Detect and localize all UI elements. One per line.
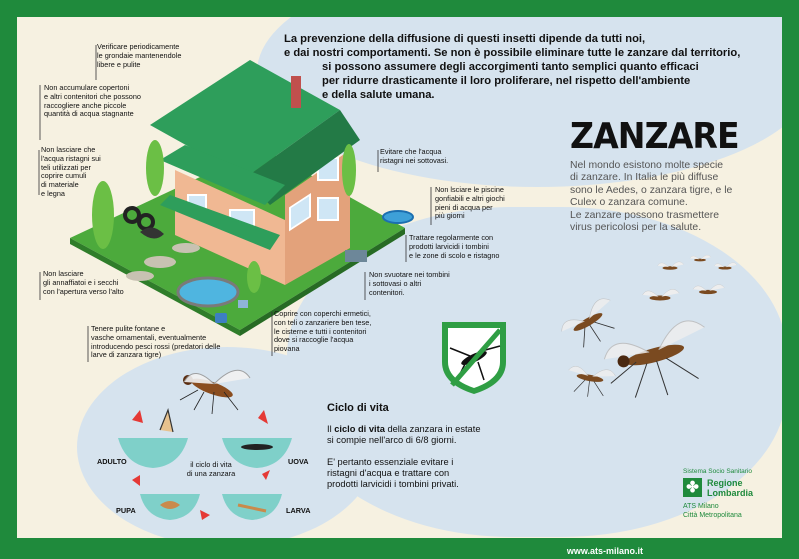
- note-fountains: [91, 325, 220, 360]
- note-line: contenitori.: [369, 287, 405, 297]
- description-paragraph: [570, 160, 745, 234]
- intro-line: e dai nostri comportamenti. Se non è possibile eliminare tutte le zanzare dal territorio,: [284, 47, 741, 59]
- note-line: piovana: [274, 344, 300, 354]
- logo-ats-line: Città Metropolitana: [683, 511, 742, 519]
- note-line: introducendo pesci rossi (predatori delle: [91, 341, 221, 351]
- note-drains: [369, 271, 450, 297]
- logo-region: [707, 479, 753, 498]
- center-label-line: il ciclo di vita: [190, 460, 232, 469]
- page-title: ZANZARE: [570, 116, 739, 157]
- note-line: Verificare periodicamente: [97, 42, 180, 51]
- note-line: le cisterne e tutti i contenitori: [274, 326, 367, 336]
- intro-line: per ridurre drasticamente il loro proliferare, nel rispetto dell'ambiente: [322, 75, 691, 87]
- lombardy-rose-icon: ✤: [683, 478, 702, 497]
- cycle-text-line: prodotti larvicidi i tombini privati.: [327, 479, 459, 489]
- inflatable-pool: [383, 211, 413, 223]
- tree: [342, 144, 356, 196]
- center-label-line: di una zanzara: [186, 469, 236, 478]
- note-line: Evitare che l'acqua: [380, 147, 442, 156]
- logo-region-line: Lombardia: [707, 487, 754, 498]
- stage-pupa: PUPA: [116, 506, 136, 515]
- note-gutters: [97, 43, 181, 69]
- description-line: Nel mondo esistono molte specie: [570, 160, 724, 171]
- footer-url-link[interactable]: www.ats-milano.it: [566, 546, 643, 556]
- description-line: di zanzare. In Italia le più diffuse: [570, 172, 719, 184]
- note-line: i sottovasi o altri: [369, 278, 422, 288]
- note-line: Non lasciare che: [41, 145, 96, 154]
- note-line: e le zone di scolo e ristagno: [409, 250, 500, 260]
- note-line: Tenere pulite fontane e: [91, 324, 166, 333]
- note-line: e legna: [41, 188, 65, 198]
- description-line: sono le Aedes, o zanzara tigre, e le: [570, 184, 733, 196]
- note-containers: [44, 84, 141, 119]
- bucket: [215, 313, 227, 323]
- note-line: l'acqua ristagni sui: [41, 153, 101, 163]
- tree: [146, 140, 164, 196]
- life-cycle-diagram: [118, 370, 292, 520]
- note-line: con l'apertura verso l'alto: [43, 286, 124, 296]
- cycle-center-label: [176, 460, 246, 478]
- intro-line: La prevenzione della diffusione di questi insetti dipende da tutti noi,: [284, 33, 646, 45]
- note-line: più giorni: [435, 211, 465, 221]
- stage-adult: ADULTO: [97, 457, 127, 466]
- note-larvicides: [409, 234, 499, 260]
- intro-line: e della salute umana.: [322, 89, 435, 101]
- note-line: teli utilizzati per: [41, 162, 91, 172]
- logo-region-line: Regione: [707, 478, 743, 488]
- description-line: Culex o zanzara comune.: [570, 197, 688, 209]
- description-line: virus pericolosi per la salute.: [570, 222, 702, 234]
- note-line: le grondaie mantenendole: [97, 50, 182, 60]
- intro-paragraph: [284, 32, 744, 102]
- note-line: con teli o zanzariere ben tese,: [274, 317, 372, 327]
- note-saucers: [380, 148, 448, 166]
- cycle-text-prefix: Il: [327, 424, 335, 434]
- logo-system-text: Sistema Socio Sanitario: [683, 468, 753, 475]
- note-line: Non lsciare le piscine: [435, 185, 504, 194]
- logo-ats-line: ATS Milano: [683, 503, 719, 510]
- intro-line: si possono assumere degli accorgimenti tanto semplici quanto efficaci: [322, 61, 699, 73]
- note-line: raccogliere anche piccole: [44, 100, 127, 110]
- note-line: Non accumulare copertoni: [44, 83, 130, 92]
- cycle-text-rest: della zanzara in estate: [384, 424, 481, 434]
- logo-ats: [683, 503, 742, 520]
- pond: [178, 278, 238, 306]
- note-line: prodotti larvicidi i tombini: [409, 241, 489, 251]
- cycle-text-line: E' pertanto essenziale evitare i: [327, 457, 454, 467]
- tree: [247, 261, 261, 293]
- note-line: libere e pulite: [97, 59, 141, 69]
- cycle-text-bold: ciclo di vita: [334, 424, 385, 434]
- cycle-text-line: si compie nell'arco di 6/8 giorni.: [327, 435, 457, 445]
- no-mosquito-shield-icon: [442, 322, 506, 394]
- note-line: Coprire con coperchi ermetici,: [274, 309, 371, 318]
- note-line: vasche ornamentali, eventualmente: [91, 332, 207, 342]
- note-line: quantità di acqua stagnante: [44, 109, 134, 119]
- note-cans: [43, 270, 124, 296]
- stage-larva: LARVA: [286, 506, 311, 515]
- note-line: coprire cumuli: [41, 171, 87, 181]
- note-line: Trattare regolarmente con: [409, 233, 494, 242]
- note-pools: [435, 186, 505, 221]
- note-line: dove si raccoglie l'acqua: [274, 335, 354, 345]
- note-line: ristagni nei sottovasi.: [380, 155, 449, 165]
- note-line: Non svuotare nei tombini: [369, 270, 450, 279]
- note-tarps: [41, 146, 101, 199]
- cycle-text-line: ristagni d'acqua e trattare con: [327, 468, 450, 478]
- note-line: gli annaffiatoi e i secchi: [43, 277, 119, 287]
- note-tanks: [274, 310, 371, 354]
- note-line: pieni di acqua per: [435, 202, 493, 212]
- mosquito-swarm: [557, 255, 737, 408]
- note-line: larve di zanzara tigre): [91, 350, 162, 360]
- note-line: di materiale: [41, 180, 79, 190]
- cycle-paragraph: [327, 424, 481, 490]
- note-line: Non lasciare: [43, 269, 84, 278]
- description-line: Le zanzare possono trasmettere: [570, 209, 720, 221]
- note-line: e altri contenitori che possono: [44, 91, 141, 101]
- cycle-title: Ciclo di vita: [327, 402, 389, 414]
- stage-egg: UOVA: [288, 457, 309, 466]
- note-line: gonfiabili e altri giochi: [435, 193, 505, 203]
